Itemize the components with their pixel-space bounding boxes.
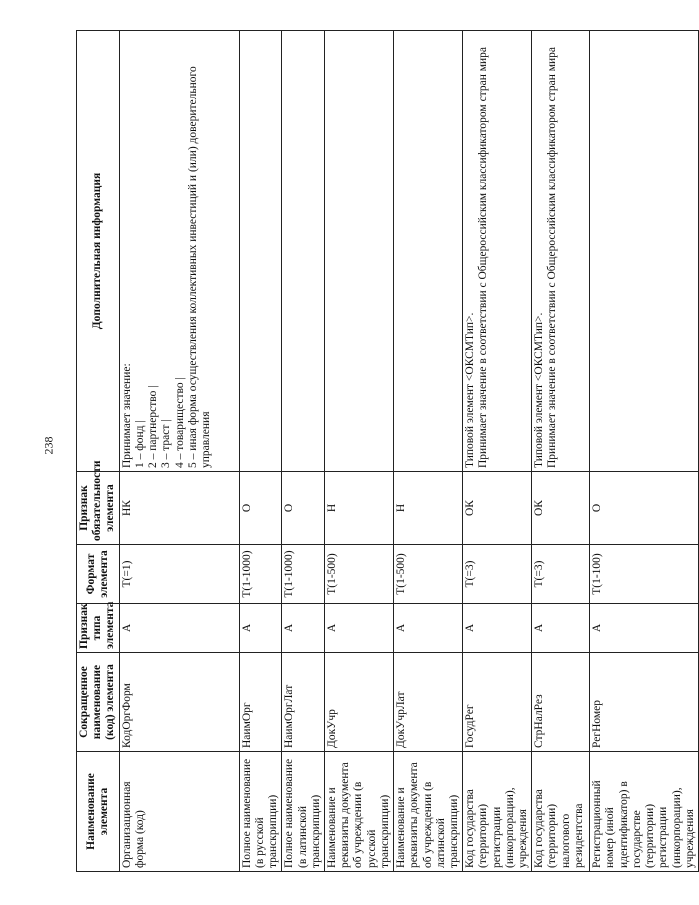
cell-code: НаимОргЛат (282, 653, 325, 752)
info-line: Принимает значение в соответствии с Общероссийским классификатором стран мира (477, 46, 490, 468)
cell-format: T(1-1000) (282, 545, 325, 604)
cell-name: Наименование и реквизиты документа об учреждении (в русской транскрипции) (324, 752, 393, 872)
cell-info (394, 31, 463, 472)
info-line: 4 – товарищество | (173, 377, 186, 468)
header-code: Сокращенное наименование (код) элемента (77, 653, 120, 752)
cell-format: T(=1) (119, 545, 239, 604)
cell-required: НК (119, 472, 239, 545)
cell-info (119, 31, 239, 472)
cell-code: СтрНалРез (532, 653, 590, 752)
cell-format: T(=3) (463, 545, 532, 604)
cell-format: T(=3) (532, 545, 590, 604)
header-name: Наименование элемента (77, 752, 120, 872)
cell-info (532, 31, 590, 472)
table-row (532, 31, 590, 872)
info-line: 2 – партнерство | (147, 385, 160, 468)
cell-type: А (282, 604, 325, 653)
cell-name: Код государства (территории) налогового резидентства (532, 752, 590, 872)
cell-type: А (119, 604, 239, 653)
header-required: Признак обязательности элемента (77, 472, 120, 545)
cell-required: Н (324, 472, 393, 545)
cell-info (590, 31, 699, 472)
cell-type: А (324, 604, 393, 653)
cell-type: А (394, 604, 463, 653)
table-row (324, 31, 393, 872)
cell-required: О (282, 472, 325, 545)
cell-name: Регистрационный номер (иной идентификатор) в государстве (территории) регистрации (инкорпорации), учреждения (590, 752, 699, 872)
elements-table (76, 30, 699, 872)
cell-info (324, 31, 393, 472)
cell-name: Код государства (территории) регистрации (инкорпорации), учреждения (463, 752, 532, 872)
cell-format: T(1-500) (394, 545, 463, 604)
info-line: Типовой элемент <ОКСМТип>. (464, 312, 477, 468)
info-line: Принимает значение: (120, 363, 133, 468)
table-row (590, 31, 699, 872)
cell-required: ОК (532, 472, 590, 545)
cell-type: А (532, 604, 590, 653)
cell-required: Н (394, 472, 463, 545)
cell-name: Полное наименование (в русской транскрипции) (239, 752, 282, 872)
cell-info (282, 31, 325, 472)
cell-code: ДокУчрЛат (394, 653, 463, 752)
header-info: Дополнительная информация (77, 31, 120, 472)
cell-code: ГосудРег (463, 653, 532, 752)
cell-code: ДокУчр (324, 653, 393, 752)
cell-code: КодОргФорм (119, 653, 239, 752)
cell-required: О (590, 472, 699, 545)
cell-code: НаимОрг (239, 653, 282, 752)
info-line: 3 – траст | (160, 419, 173, 468)
cell-code: РегНомер (590, 653, 699, 752)
cell-info (463, 31, 532, 472)
table-row (282, 31, 325, 872)
cell-type: А (590, 604, 699, 653)
cell-type: А (239, 604, 282, 653)
table-row (394, 31, 463, 872)
cell-required: ОК (463, 472, 532, 545)
page-number: 238 (41, 436, 56, 455)
info-line: Типовой элемент <ОКСМТип>. (533, 312, 546, 468)
info-line: Принимает значение в соответствии с Общероссийским классификатором стран мира (546, 46, 559, 468)
table-row (239, 31, 282, 872)
header-format: Формат элемента (77, 545, 120, 604)
cell-required: О (239, 472, 282, 545)
info-line: 1 – фонд | (133, 420, 146, 468)
cell-format: T(1-500) (324, 545, 393, 604)
cell-name: Полное наименование (в латинской транскрипции) (282, 752, 325, 872)
cell-type: А (463, 604, 532, 653)
table-row (119, 31, 239, 872)
cell-name: Организационная форма (код) (119, 752, 239, 872)
cell-format: T(1-1000) (239, 545, 282, 604)
table-header-row (77, 31, 120, 872)
table-row (463, 31, 532, 872)
rotated-table-container (76, 31, 696, 872)
cell-format: T(1-100) (590, 545, 699, 604)
cell-info (239, 31, 282, 472)
info-line: 5 – иная форма осуществления коллективных инвестиций и (или) доверительного управления (186, 66, 212, 468)
header-type: Признак типа элемента (77, 604, 120, 653)
cell-name: Наименование и реквизиты документа об учреждении (в латинской транскрипции) (394, 752, 463, 872)
